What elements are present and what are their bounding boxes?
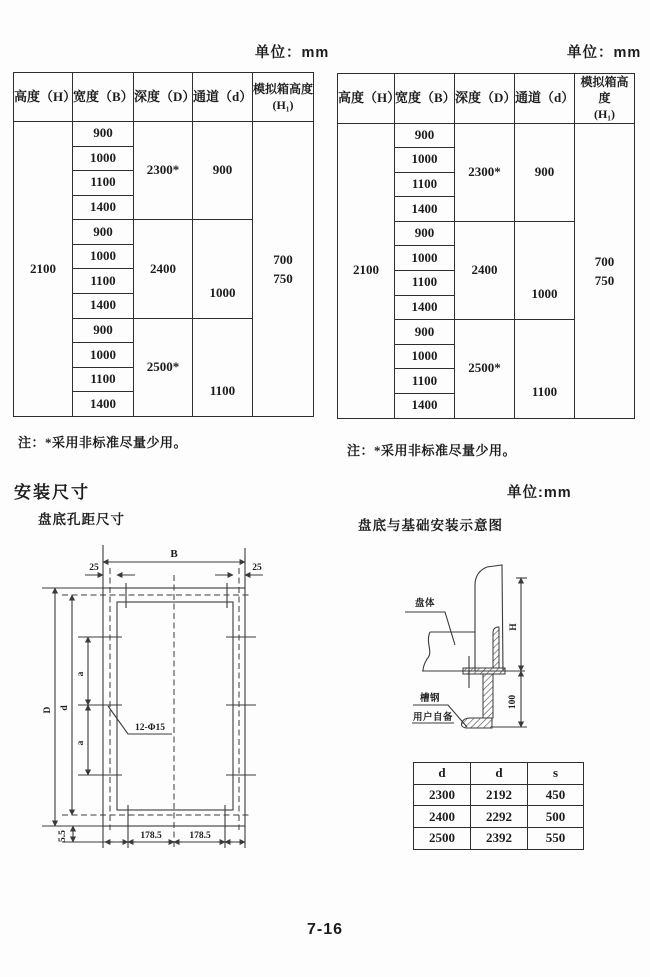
- cell-width: 1400: [395, 197, 455, 222]
- cell-height: 2100: [338, 123, 395, 418]
- cell-width: 900: [395, 221, 455, 246]
- size-cell: 2400: [414, 806, 471, 828]
- size-header: d: [414, 763, 471, 785]
- cell-width: 1100: [395, 172, 455, 197]
- hole-spacing-drawing: [30, 540, 320, 860]
- centerlines: [62, 568, 252, 848]
- cell-width: 1400: [73, 392, 134, 417]
- dim-178-right-label: 178.5: [189, 831, 211, 841]
- size-table-row: [414, 828, 584, 850]
- dim-100: [492, 671, 527, 727]
- size-table-header-row: [414, 763, 584, 785]
- sim-value: 700: [594, 253, 615, 269]
- cell-depth: 2300*: [134, 122, 193, 220]
- angle-bracket-section: [493, 627, 499, 668]
- unit-label-top-left: 单位：mm: [255, 45, 330, 61]
- cell-width: 900: [73, 220, 134, 245]
- header-width: 宽度（B）: [395, 74, 455, 124]
- dim-25-right-label: 25: [252, 563, 262, 573]
- cell-width: 1400: [73, 195, 134, 220]
- dim-178-left-label: 178.5: [140, 831, 162, 841]
- table-row: [14, 122, 314, 147]
- dim-a: [76, 637, 88, 775]
- dim-55-label: 5.5: [58, 830, 68, 842]
- cell-width: 1100: [395, 271, 455, 296]
- dim-H: [509, 578, 527, 671]
- dim-d-label: d: [60, 705, 70, 711]
- panel-label: 盘体: [414, 599, 436, 609]
- cell-width: 1100: [73, 367, 134, 392]
- cell-depth: 2500*: [134, 318, 193, 416]
- cell-sim-height: [253, 122, 314, 417]
- sim-value: 750: [273, 270, 293, 286]
- sim-value: 750: [594, 272, 615, 288]
- foundation-drawing: [395, 555, 545, 745]
- header-sim-height: [253, 73, 314, 122]
- cell-width: 1000: [73, 146, 134, 171]
- dim-d: [60, 595, 72, 815]
- header-height: 高度（H）: [338, 74, 395, 124]
- cell-width: 1000: [73, 343, 134, 368]
- size-header: d: [471, 763, 528, 785]
- size-header: s: [528, 763, 584, 785]
- cell-width: 900: [395, 320, 455, 345]
- cell-width: 1100: [395, 369, 455, 394]
- install-section-title: 安装尺寸: [14, 483, 90, 502]
- panel-callout: [405, 597, 455, 645]
- note-left: 注：*采用非标准尽量少用。: [18, 435, 188, 450]
- sim-value: 700: [273, 251, 293, 267]
- cell-width: 1400: [395, 295, 455, 320]
- size-table-row: [414, 806, 584, 828]
- size-cell: 500: [528, 806, 584, 828]
- cell-width: 1000: [395, 246, 455, 271]
- cell-width: 900: [73, 122, 134, 147]
- cell-channel: 900: [515, 123, 575, 221]
- cell-depth: 2500*: [455, 320, 515, 418]
- holes-callout: [108, 706, 172, 734]
- header-channel: 通道（d）: [193, 73, 253, 122]
- dim-a2-label: a: [76, 740, 86, 746]
- cell-width: 1100: [73, 269, 134, 294]
- dim-25-left-label: 25: [89, 563, 99, 573]
- cell-channel: 1100: [193, 318, 253, 416]
- hole-marks: [78, 583, 256, 830]
- cell-width: 1400: [395, 393, 455, 418]
- header-depth: 深度（D）: [455, 74, 515, 124]
- header-sim-line1: 模拟箱高度: [580, 75, 629, 106]
- channel-steel-callout: [412, 692, 467, 727]
- header-sim-height: [575, 74, 635, 124]
- cell-sim-height: [575, 123, 635, 418]
- header-depth: 深度（D）: [134, 73, 193, 122]
- unit-label-install: 单位:mm: [507, 485, 572, 501]
- page-number: 7-16: [306, 921, 344, 938]
- table-row: [338, 123, 635, 148]
- size-cell: 450: [528, 784, 584, 806]
- size-table-row: [414, 784, 584, 806]
- size-cell: 2300: [414, 784, 471, 806]
- dimension-table-left: [13, 72, 314, 417]
- size-cell: 2192: [471, 784, 528, 806]
- note-right: 注：*采用非标准尽量少用。: [347, 443, 517, 458]
- cell-channel: 1000: [193, 220, 253, 318]
- header-channel: 通道（d）: [515, 74, 575, 124]
- size-cell: 2392: [471, 828, 528, 850]
- user-supplied-label: 用户自备: [412, 713, 454, 723]
- left-drawing-title: 盘底孔距尺寸: [38, 512, 125, 527]
- dim-D-label: D: [43, 706, 53, 714]
- cell-width: 1000: [395, 148, 455, 173]
- holes-callout-label: 12-Φ15: [134, 723, 166, 733]
- cell-width: 1000: [395, 344, 455, 369]
- header-width: 宽度（B）: [73, 73, 134, 122]
- dim-bottom: [62, 826, 245, 848]
- dim-55: [58, 826, 73, 842]
- cell-depth: 2300*: [455, 123, 515, 221]
- dim-H-label: H: [509, 623, 519, 631]
- panel-body: [423, 632, 475, 671]
- channel-steel-label: 槽钢: [419, 694, 441, 704]
- dim-B: [103, 545, 245, 588]
- size-cell: 2500: [414, 828, 471, 850]
- cell-width: 1400: [73, 294, 134, 319]
- unit-label-top-right: 单位：mm: [567, 45, 642, 61]
- cell-width: 1100: [73, 171, 134, 196]
- size-table: [413, 762, 584, 850]
- cell-depth: 2400: [134, 220, 193, 318]
- size-cell: 550: [528, 828, 584, 850]
- header-height: 高度（H）: [14, 73, 73, 122]
- cell-channel: 1100: [515, 320, 575, 418]
- table-header-row: [338, 74, 635, 124]
- cell-width: 900: [73, 318, 134, 343]
- channel-steel-section: [462, 668, 506, 728]
- cell-depth: 2400: [455, 221, 515, 319]
- header-sim-line1: 模拟箱高度: [253, 81, 314, 96]
- cell-channel: 1000: [515, 221, 575, 319]
- dim-B-label: B: [170, 548, 178, 560]
- cell-width: 1000: [73, 244, 134, 269]
- dim-100-label: 100: [508, 694, 518, 710]
- right-drawing-title: 盘底与基础安装示意图: [358, 518, 503, 533]
- header-sim-line2: (H₁): [594, 107, 615, 122]
- dimension-table-right: [337, 73, 635, 419]
- header-sim-line2: (H₁): [272, 98, 294, 112]
- cell-channel: 900: [193, 122, 253, 220]
- dim-a1-label: a: [76, 671, 86, 677]
- cell-height: 2100: [14, 122, 73, 417]
- size-cell: 2292: [471, 806, 528, 828]
- table-header-row: [14, 73, 314, 122]
- cell-width: 900: [395, 123, 455, 148]
